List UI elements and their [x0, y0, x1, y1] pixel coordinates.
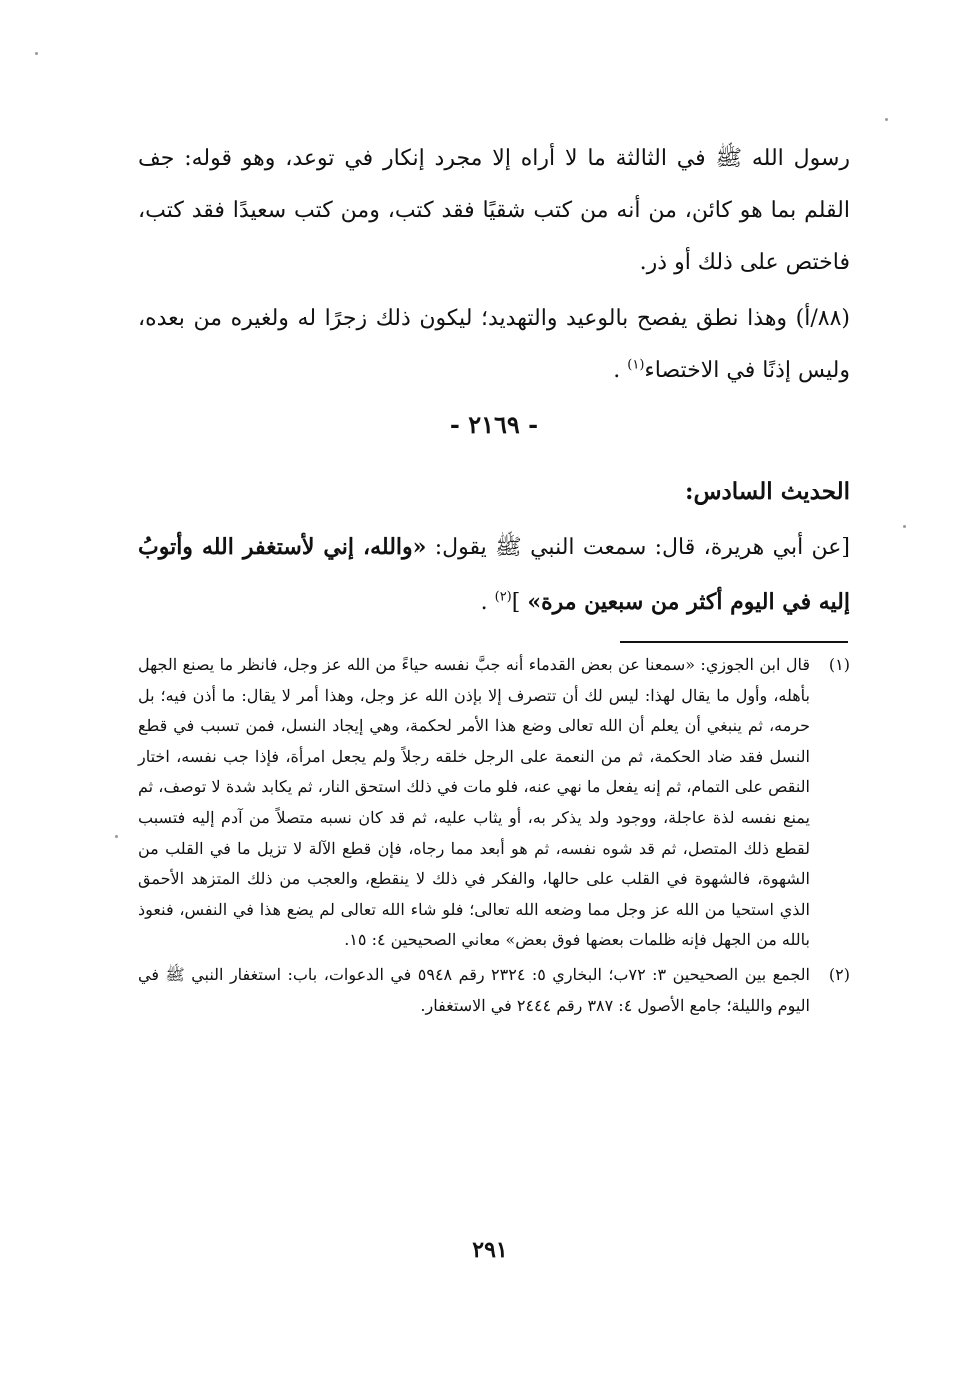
section-heading: الحديث السادس:: [684, 478, 850, 505]
scan-speck: [903, 525, 906, 528]
footnote-1: [138, 650, 850, 956]
scan-speck: [885, 118, 888, 121]
footnote-2-number: (٢): [828, 964, 850, 984]
footnote-2-text: الجمع بين الصحيحين ٣: ٧٢ب؛ البخاري ٥: ٢٣٢٤ رقم ٥٩٤٨ في الدعوات، باب: استغفار النبي ﷺ في اليوم والليلة؛ جامع الأصول ٤: ٣٨٧ رقم ٢٤٤٤ في الاستغفار.: [138, 964, 811, 1015]
hadith-end: .: [480, 590, 495, 615]
hadith-number: - ٢١٦٩ -: [449, 410, 539, 439]
scan-speck: [115, 835, 118, 838]
footnote-1-number: (١): [828, 655, 850, 674]
page-number: ٢٩١: [472, 1237, 508, 1263]
hadith-intro: [عن أبي هريرة، قال: سمعت النبي ﷺ يقول:: [426, 535, 851, 560]
footnotes: [138, 650, 850, 1021]
main-text-2: [138, 293, 850, 397]
hadith-close: ]: [511, 590, 528, 615]
hadith-quote: «والله، إني لأستغفر الله وأتوبُ إليه في اليوم أكثر من سبعين مرة»: [138, 534, 850, 615]
footnote-2: [138, 960, 850, 1021]
footnote-separator: [620, 641, 848, 643]
footnote-1-text: قال ابن الجوزي: «سمعنا عن بعض القدماء أنه جبَّ نفسه حياءً من الله عز وجل، فانظر ما يصنع الجهل بأهله، وأول ما يقال لهذا: ليس لك أن تتصرف إلا بإذن الله عز وجل، وهذا أمر لا يقال: ما أذن فيه؛ بل حرمه، ثم ينبغي أن يعلم أن الله تعالى وضع هذا الأمر لحكمة، وهي إيجاد النسل، فمن تسبب في قطع النسل فقد ضاد الحكمة، ثم من النعمة على الرجل خلقه رجلاً ولم يجعل امرأة، فإذا جب نفسه، اختار النقص على التمام، ثم إنه يفعل ما نهي عنه، فلو مات في ذلك استحق النار، ثم يكابد شدة لا توصف، ثم يمنع نفسه لذة عاجلة، ووجود ولد يذكر به، أو يثاب عليه، ثم قد كان نسبه متصلاً من آدم إليه فتسبب لقطع ذلك المتصل، ثم قد شوه نفسه، ثم هو أبعد مما رجاه، فإن قطع الآلة لا تزيل ما في القلب من الشهوة، فالشهوة في القلب على حالها، والفكر في ذلك لا ينقطع، والعجب من ذلك المتزهد الأحمق الذي استحيا من الله عز وجل مما وضعه الله تعالى؛ فلو شاء الله تعالى لم يضع هذا في النفس، فنعوذ بالله من الجهل فإنه ظلمات بعضها فوق بعض» معاني الصحيحين ٤: ١٥.: [138, 655, 811, 950]
footnote-ref-2: (٢): [494, 589, 512, 605]
paragraph-1: رسول الله ﷺ في الثالثة ما لا أراه إلا مجرد إنكار في توعد، وهو قوله: جف القلم بما هو كائن، من أنه من كتب شقيًا فقد كتب، ومن كتب سعيدًا فقد كتب، فاختص على ذلك أو ذر.: [138, 146, 850, 275]
main-text: [138, 133, 850, 289]
paragraph-2-text: (٨٨/أ) وهذا نطق يفصح بالوعيد والتهديد؛ ليكون ذلك زجرًا له ولغيره من بعده، وليس إذنًا في الاختصاء: [138, 306, 850, 383]
paragraph-2: [138, 293, 850, 397]
footnote-ref-1: (١): [627, 357, 645, 373]
paragraph-2-end: .: [613, 358, 628, 383]
scan-speck: [35, 52, 38, 55]
hadith-text: [138, 520, 850, 630]
